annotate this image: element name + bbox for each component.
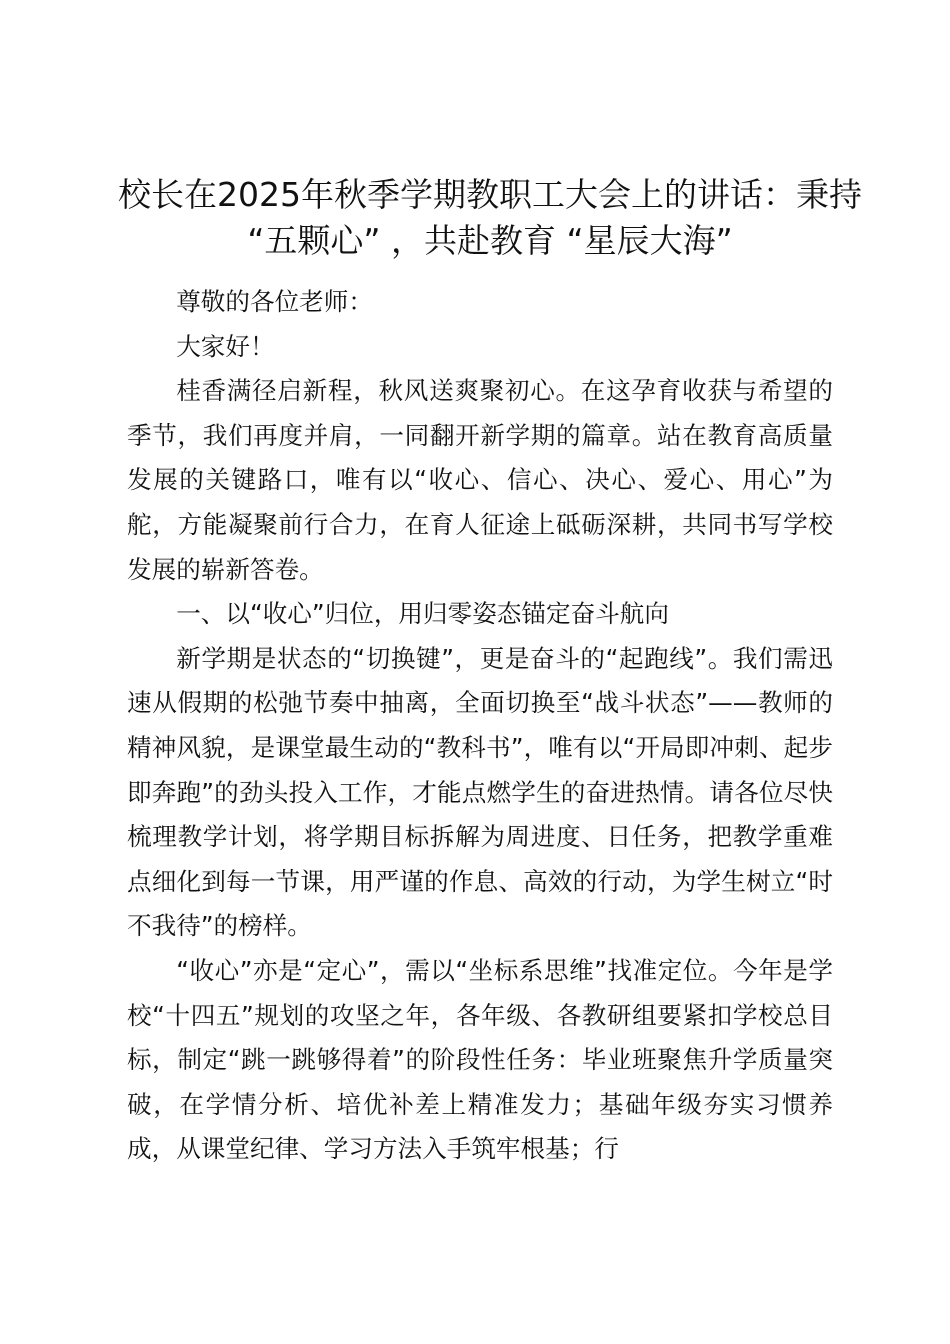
greeting: 大家好！ <box>176 331 275 361</box>
body-paragraph: 新学期是状态的“切换键”，更是奋斗的“起跑线”。我们需迅速从假期的松弛节奏中抽离，全面切换至“战斗状态”——教师的精神风貌，是课堂最生动的“教科书”，唯有以“开局即冲刺、起步即奔跑”的劲头投入工作，才能点燃学生的奋进热情。请各位尽快梳理教学计划，将学期目标拆解为周进度、日任务，把教学重难点细化到每一节课，用严谨的作息、高效的行动，为学生树立“时不我待”的榜样。 <box>127 643 833 941</box>
salutation: 尊敬的各位老师： <box>176 287 373 316</box>
document-title: 校长在2025年秋季学期教职工大会上的讲话：秉持 “五颗心” ，共赴教育 “星辰大海” <box>118 175 862 260</box>
intro-paragraph: 桂香满径启新程，秋风送爽聚初心。在这孕育收获与希望的季节，我们再度并肩，一同翻开新学期的篇章。站在教育高质量发展的关键路口，唯有以“收心、信心、决心、爱心、用心”为舵，方能凝聚前行合力，在育人征途上砥砺深耕，共同书写学校发展的崭新答卷。 <box>127 376 833 584</box>
section-heading: 一、以“收心”归位，用归零姿态锚定奋斗航向 <box>176 599 669 629</box>
body-paragraph: “收心”亦是“定心”，需以“坐标系思维”找准定位。今年是学校“十四五”规划的攻坚之年，各年级、各教研组要紧扣学校总目标，制定“跳一跳够得着”的阶段性任务：毕业班聚焦升学质量突破，在学情分析、培优补差上精准发力；基础年级夯实习惯养成，从课堂纪律、学习方法入手筑牢根基；行 <box>127 955 833 1164</box>
document-body <box>127 280 833 1172</box>
